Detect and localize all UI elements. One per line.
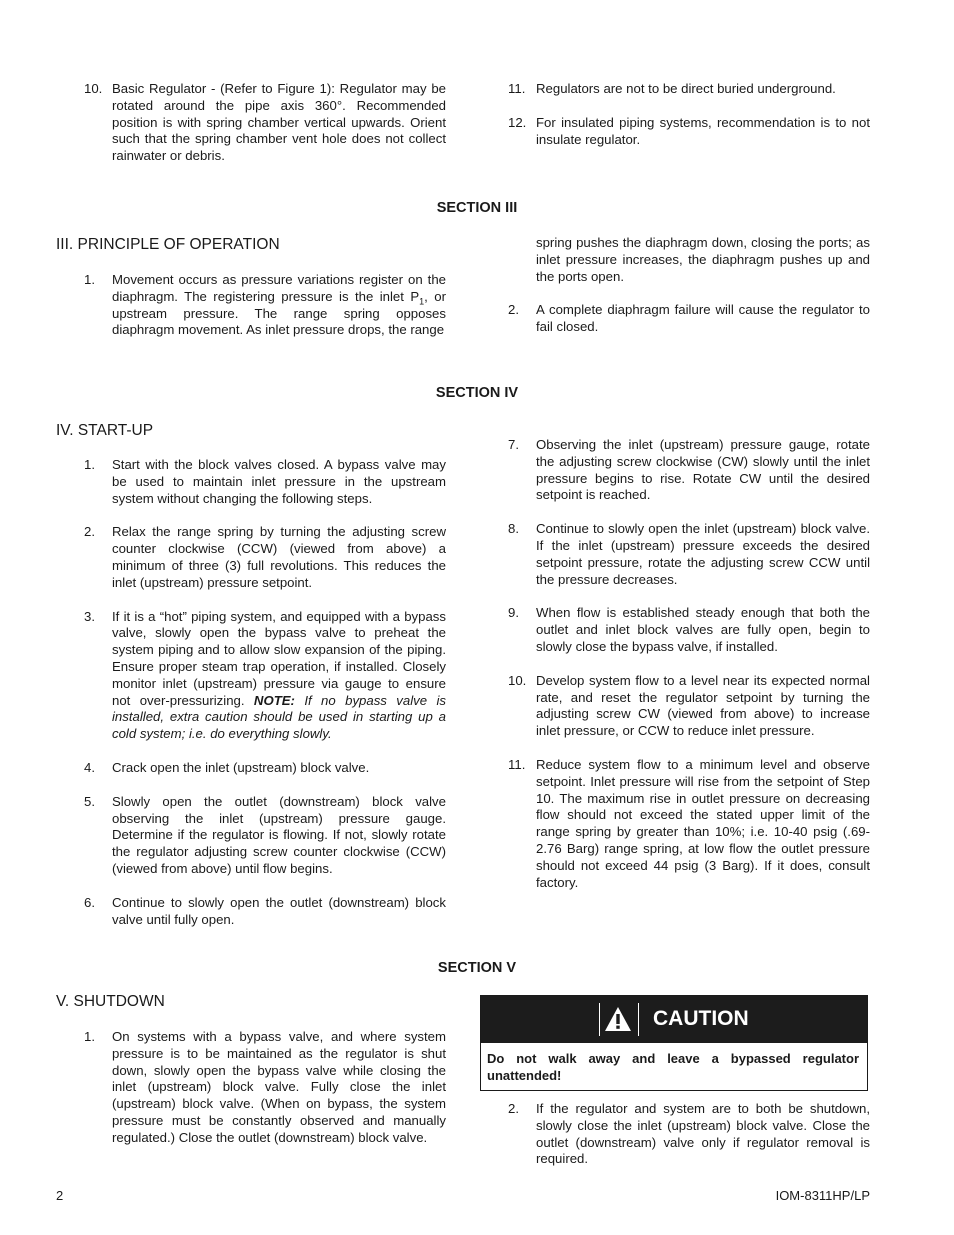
item-number: 2. (84, 524, 95, 540)
list-item (84, 1029, 446, 1147)
item-number: 7. (508, 437, 519, 452)
item-number: 4. (84, 759, 95, 775)
item-text: Regulators are not to be direct buried underground. (536, 81, 836, 96)
item-number: 1. (84, 457, 95, 472)
item-text: Crack open the inlet (upstream) block valve. (112, 759, 370, 775)
item-text: Reduce system flow to a minimum level and observe setpoint. Inlet pressure will rise from the setpoint of Step 10. The maximum rise in outlet pressure on decreasing flow should not exceed the stated upper limit of the range spring by greater than 10%; i.e. 10-40 psig (.69-2.76 Barg) range spring, at low flow the outlet pressure should not exceed 44 psig (3 Barg). If it does, consult factory. (536, 756, 870, 890)
section-4-heading: IV. START-UP (56, 422, 154, 439)
item-text: Movement occurs as pressure variations register on the diaphragm. The registering pressure is the inlet P (112, 272, 446, 304)
list-item (84, 457, 446, 507)
section-3-title: SECTION III (436, 200, 518, 216)
list-item (508, 437, 870, 504)
list-item (508, 1101, 870, 1168)
list-item (508, 757, 870, 891)
list-item (508, 605, 870, 655)
caution-text: Do not walk away and leave a bypassed regulator unattended! (487, 1051, 859, 1083)
list-item (84, 760, 446, 777)
item-text: If the regulator and system are to both be shutdown, slowly close the inlet (upstream) block valve. Close the outlet (downstream) valve only if regulator removal is required. (536, 1101, 870, 1167)
section-3-heading: III. PRINCIPLE OF OPERATION (56, 236, 280, 253)
caution-box (480, 995, 868, 1091)
list-item (84, 272, 446, 339)
item-number: 6. (84, 894, 95, 910)
list-item-continued (508, 235, 870, 285)
list-item (508, 81, 870, 98)
caution-title: CAUTION (653, 1007, 749, 1030)
section-4-right-list (508, 437, 870, 891)
item-text: For insulated piping systems, recommendation is to not insulate regulator. (536, 114, 870, 147)
item-number: 2. (508, 1101, 519, 1116)
item-text: On systems with a bypass valve, and where system pressure is to be maintained as the regulator is shut down, slowly open the bypass valve while closing the inlet (upstream) block valve. Fully close the inlet (upstream) block valve. (When on bypass, the system pressure must be constantly observed and manually regulated.) Close the outlet (downstream) block valve. (112, 1029, 446, 1145)
section-3-left-list (84, 272, 446, 339)
section-5-left-list (84, 1029, 446, 1147)
item-number: 11. (508, 81, 526, 96)
list-item (508, 302, 870, 336)
item-number: 2. (508, 302, 519, 318)
item-number: 1. (84, 272, 95, 287)
item-number: 10. (84, 81, 103, 96)
warning-triangle-icon (599, 1003, 639, 1036)
page-number: 2 (56, 1188, 64, 1203)
item-number: 8. (508, 521, 519, 537)
item-text: Slowly open the outlet (downstream) block valve observing the inlet (upstream) pressure gauge. Determine if the regulator is flowing. If not, slowly rotate the regulator adjusting screw counter clockwise (CCW) (viewed from above) until flow begins. (112, 793, 446, 876)
item-number: 10. (508, 672, 527, 688)
list-item (84, 895, 446, 929)
note-text: If no bypass valve is installed, extra caution should be used in starting up a cold system; i.e. do everything slowly. (112, 692, 446, 742)
section-4-title: SECTION IV (435, 385, 519, 401)
item-text: , or upstream pressure. The range spring opposes diaphragm movement. As inlet pressure drops, the range (112, 288, 446, 338)
item-text: If it is a “hot” piping system, and equipped with a bypass valve, slowly open the bypass valve to preheat the system piping and to allow slow expansion of the piping. Ensure proper steam trap operation, if installed. Closely monitor inlet (upstream) pressure via gauge to ensure not over-pressurizing. (112, 608, 446, 708)
subscript: 1 (419, 296, 425, 307)
item-text: Basic Regulator - (Refer to Figure 1): Regulator may be rotated around the pipe axis 360°. Recommended position is with spring chamber vertical upwards. Orient such that the spring chamber vent hole does not collect rainwater or debris. (112, 81, 446, 164)
item-text: Start with the block valves closed. A bypass valve may be used to maintain inlet pressure in the upstream system without changing the following steps. (112, 457, 446, 506)
list-item (508, 115, 870, 149)
document-id: IOM-8311HP/LP (775, 1188, 870, 1203)
section-3-right-list (508, 235, 870, 336)
item-number: 5. (84, 793, 95, 809)
top-right-list (508, 81, 870, 148)
item-number: 3. (84, 608, 95, 624)
item-text: A complete diaphragm failure will cause the regulator to fail closed. (536, 302, 870, 335)
item-number: 12. (508, 114, 527, 130)
top-left-list (84, 81, 446, 165)
item-text: Observing the inlet (upstream) pressure gauge, rotate the adjusting screw clockwise (CW) slowly until the inlet pressure begins to rise. Rotate CW until the desired setpoint is reached. (536, 437, 870, 503)
item-text: Continue to slowly open the inlet (upstream) block valve. If the inlet (upstream) pressure exceeds the desired setpoint pressure, rotate the adjusting screw CCW until the pressure decreases. (536, 521, 870, 587)
section-5-heading: V. SHUTDOWN (56, 993, 165, 1010)
item-text: spring pushes the diaphragm down, closing the ports; as inlet pressure increases, the diaphragm pushes up and the ports open. (536, 235, 870, 284)
list-item (84, 609, 446, 743)
note-label: NOTE: (253, 692, 295, 708)
item-text: Develop system flow to a level near its expected normal rate, and reset the regulator setpoint by turning the adjusting screw CW (viewed from above) to increase inlet pressure, or CCW to reduce inlet pressure. (536, 672, 870, 739)
item-text: Relax the range spring by turning the adjusting screw counter clockwise (CCW) (viewed from above) a minimum of three (3) full revolutions. This reduces the inlet (upstream) pressure setpoint. (112, 524, 446, 590)
item-text: When flow is established steady enough that both the outlet and inlet block valves are fully open, begin to slowly close the bypass valve, if installed. (536, 605, 870, 654)
item-number: 11. (508, 756, 526, 772)
caution-header (481, 996, 867, 1043)
section-4-left-list (84, 457, 446, 928)
section-5-right-list (508, 1101, 870, 1168)
list-item (84, 794, 446, 878)
list-item (508, 673, 870, 740)
list-item (84, 524, 446, 591)
item-number: 9. (508, 605, 519, 621)
list-item (84, 81, 446, 165)
list-item (508, 521, 870, 588)
section-5-title: SECTION V (437, 960, 517, 976)
item-text: Continue to slowly open the outlet (downstream) block valve until fully open. (112, 894, 446, 927)
item-number: 1. (84, 1029, 95, 1044)
